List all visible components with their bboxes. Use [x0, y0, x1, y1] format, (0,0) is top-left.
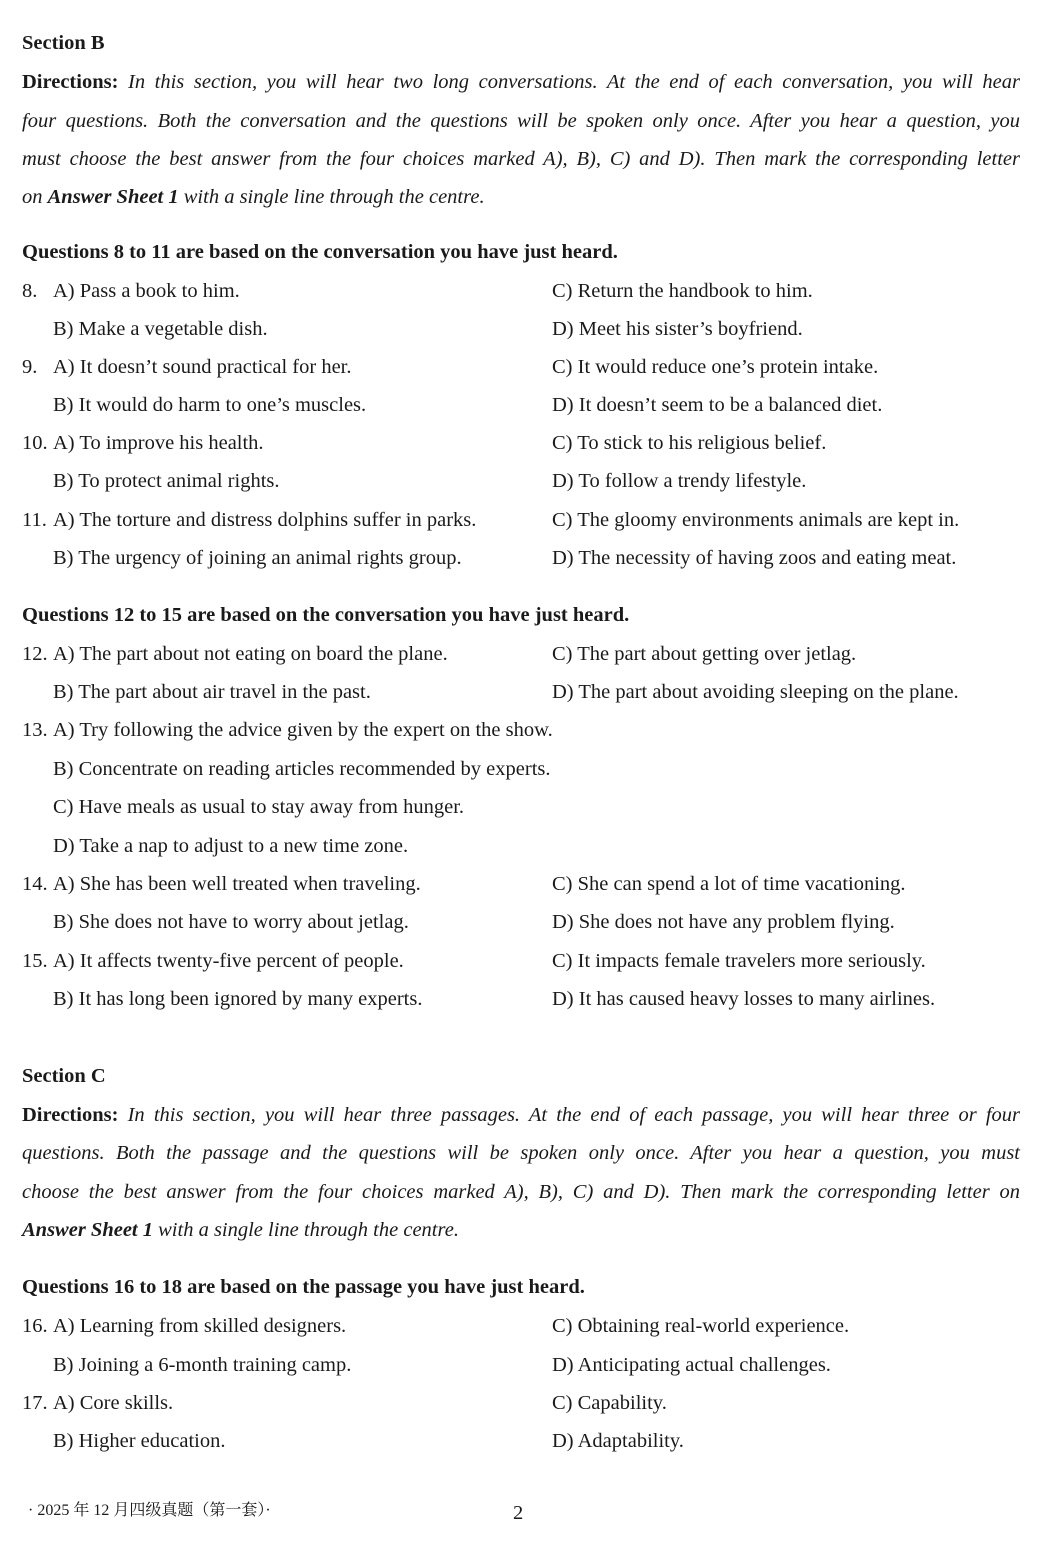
option-d: D) Meet his sister’s boyfriend.: [552, 318, 803, 340]
question-number: 16.: [22, 1315, 48, 1337]
page-number: 2: [513, 1502, 524, 1524]
option-a: A) Pass a book to him.: [53, 280, 240, 302]
question-number: 10.: [22, 432, 48, 454]
section-c-directions-line-1: Directions: In this section, you will hear three passages. At the end of each passage, you will hear three or four: [22, 1104, 1021, 1126]
option-b: B) Joining a 6-month training camp.: [53, 1354, 352, 1376]
option-c: C) Capability.: [552, 1392, 667, 1414]
option-b: B) The urgency of joining an animal rights group.: [53, 547, 462, 569]
group-heading-16-18: Questions 16 to 18 are based on the passage you have just heard.: [22, 1276, 585, 1298]
option-b: B) Make a vegetable dish.: [53, 318, 268, 340]
option-a: A) Learning from skilled designers.: [53, 1315, 347, 1337]
directions-label: Directions:: [22, 1104, 119, 1126]
question-number: 8.: [22, 280, 38, 302]
option-b: B) Concentrate on reading articles recommended by experts.: [53, 758, 551, 780]
section-c-directions-line-2: questions. Both the passage and the questions will be spoken only once. After you hear a question, you must: [22, 1142, 1020, 1164]
option-c: C) Have meals as usual to stay away from hunger.: [53, 796, 465, 818]
option-a: A) It affects twenty-five percent of people.: [53, 950, 404, 972]
option-a: A) To improve his health.: [53, 432, 264, 454]
option-b: B) Higher education.: [53, 1430, 226, 1452]
section-b-title: Section B: [22, 32, 105, 54]
question-number: 17.: [22, 1392, 48, 1414]
option-b: B) She does not have to worry about jetlag.: [53, 911, 409, 933]
question-number: 11.: [22, 509, 47, 531]
option-d: D) Adaptability.: [552, 1430, 684, 1452]
option-b: B) It has long been ignored by many experts.: [53, 988, 423, 1010]
option-a: A) The part about not eating on board the plane.: [53, 643, 448, 665]
question-number: 12.: [22, 643, 48, 665]
answer-sheet-label: Answer Sheet 1: [47, 186, 179, 208]
section-b-directions-line-4: on Answer Sheet 1 with a single line through the centre.: [22, 186, 485, 208]
section-c-title: Section C: [22, 1065, 106, 1087]
section-b-directions-line-3: must choose the best answer from the four choices marked A), B), C) and D). Then mark the corresponding letter: [22, 148, 1020, 170]
question-number: 15.: [22, 950, 48, 972]
group-heading-12-15: Questions 12 to 15 are based on the conversation you have just heard.: [22, 604, 630, 626]
group-heading-8-11: Questions 8 to 11 are based on the conversation you have just heard.: [22, 241, 618, 263]
question-number: 9.: [22, 356, 38, 378]
option-c: C) It would reduce one’s protein intake.: [552, 356, 879, 378]
option-a: A) Core skills.: [53, 1392, 174, 1414]
answer-sheet-label: Answer Sheet 1: [22, 1219, 153, 1241]
option-d: D) It doesn’t seem to be a balanced diet.: [552, 394, 883, 416]
section-c-directions-line-4: Answer Sheet 1 with a single line through the centre.: [22, 1219, 459, 1241]
option-b: B) It would do harm to one’s muscles.: [53, 394, 367, 416]
option-a: A) The torture and distress dolphins suffer in parks.: [53, 509, 477, 531]
section-b-directions-line-2: four questions. Both the conversation and the questions will be spoken only once. After you hear a question, you: [22, 110, 1020, 132]
option-b: B) To protect animal rights.: [53, 470, 280, 492]
question-number: 13.: [22, 719, 48, 741]
option-d: D) She does not have any problem flying.: [552, 911, 895, 933]
option-d: D) It has caused heavy losses to many airlines.: [552, 988, 936, 1010]
section-c-directions-line-3: choose the best answer from the four choices marked A), B), C) and D). Then mark the corresponding letter on: [22, 1181, 1020, 1203]
section-b-directions-line-1: Directions: In this section, you will hear two long conversations. At the end of each conversation, you will hear: [22, 71, 1020, 93]
option-a: A) Try following the advice given by the expert on the show.: [53, 719, 553, 741]
option-c: C) Return the handbook to him.: [552, 280, 813, 302]
option-d: D) The part about avoiding sleeping on the plane.: [552, 681, 959, 703]
option-c: C) It impacts female travelers more seriously.: [552, 950, 926, 972]
question-number: 14.: [22, 873, 48, 895]
option-c: C) The part about getting over jetlag.: [552, 643, 857, 665]
option-c: C) Obtaining real-world experience.: [552, 1315, 850, 1337]
option-d: D) Take a nap to adjust to a new time zone.: [53, 835, 409, 857]
footer-title: · 2025 年 12 月四级真题（第一套）·: [28, 1502, 271, 1519]
option-d: D) Anticipating actual challenges.: [552, 1354, 831, 1376]
option-b: B) The part about air travel in the past.: [53, 681, 371, 703]
option-c: C) She can spend a lot of time vacationing.: [552, 873, 906, 895]
option-c: C) The gloomy environments animals are kept in.: [552, 509, 960, 531]
option-d: D) To follow a trendy lifestyle.: [552, 470, 807, 492]
option-a: A) It doesn’t sound practical for her.: [53, 356, 352, 378]
directions-label: Directions:: [22, 71, 119, 93]
option-a: A) She has been well treated when traveling.: [53, 873, 421, 895]
option-c: C) To stick to his religious belief.: [552, 432, 827, 454]
option-d: D) The necessity of having zoos and eating meat.: [552, 547, 957, 569]
